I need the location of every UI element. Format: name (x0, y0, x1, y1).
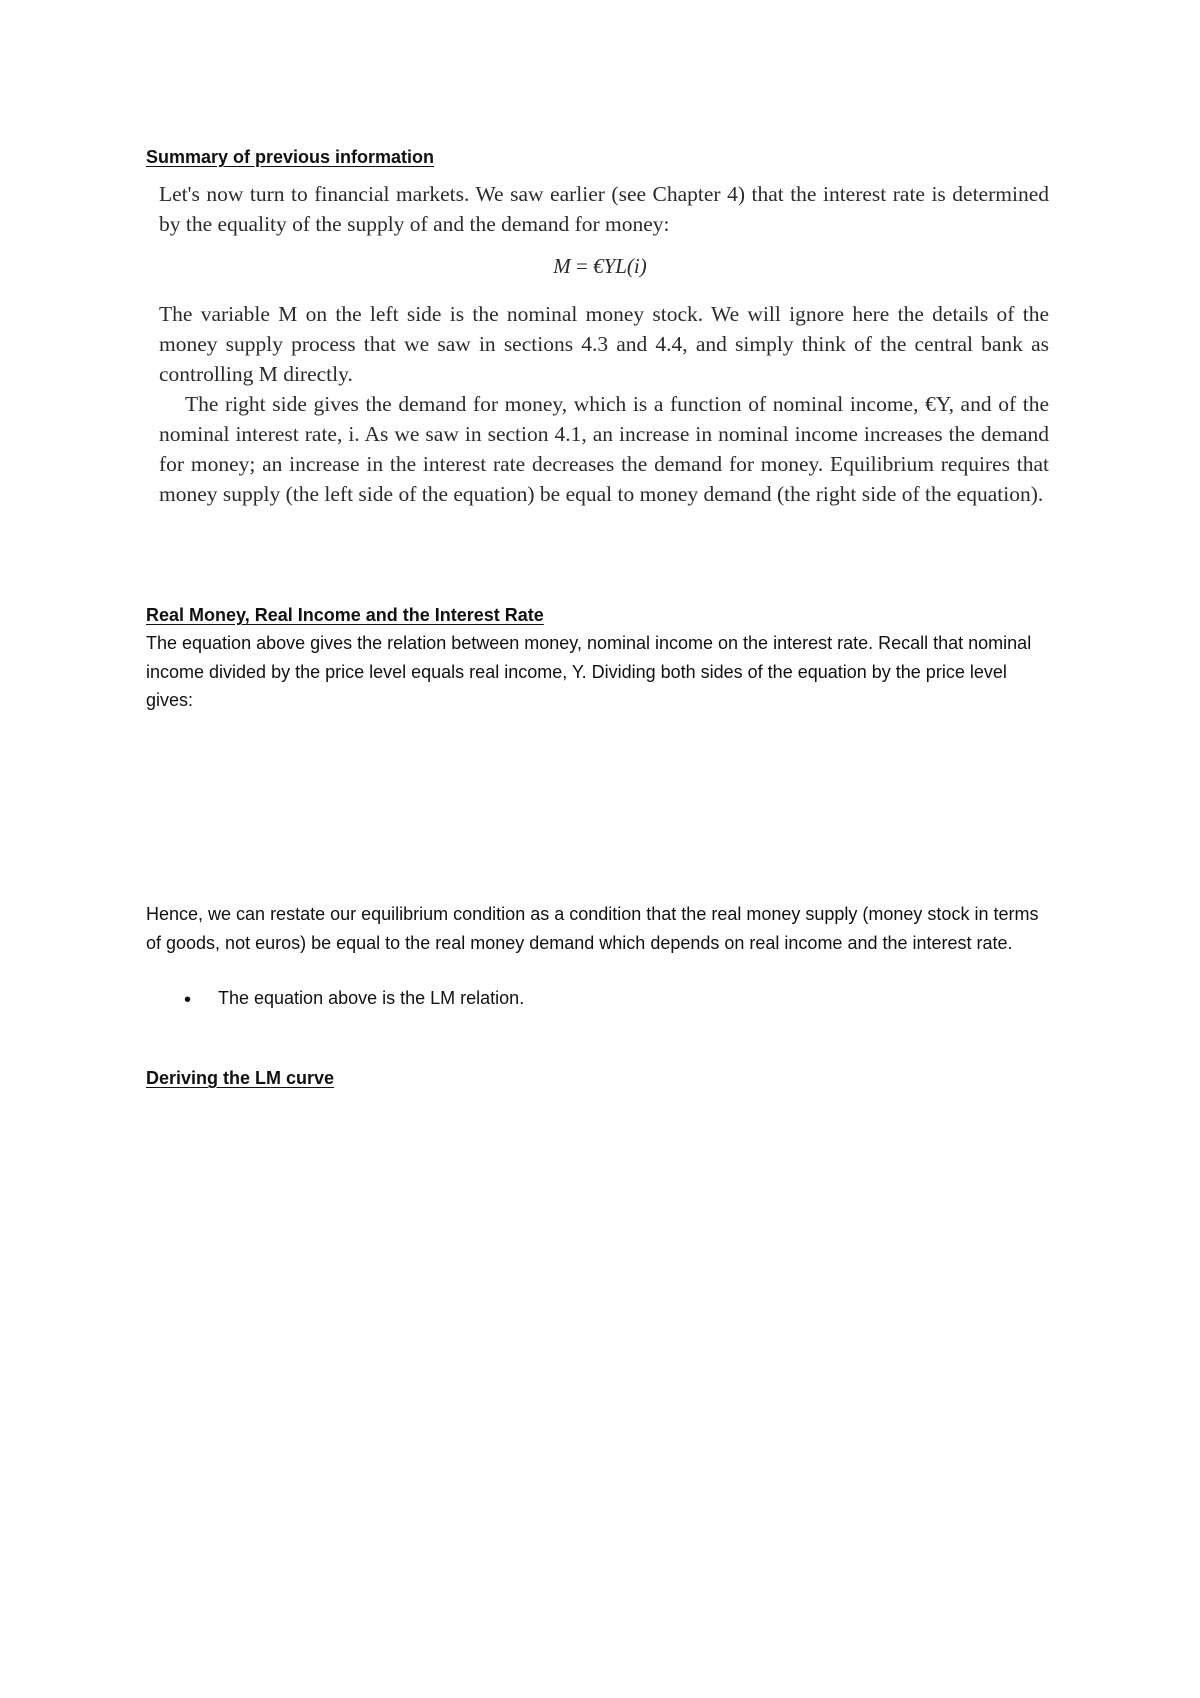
equation-lhs: M (553, 254, 571, 278)
textbook-excerpt-para2 (159, 299, 1049, 509)
body-paragraph: Hence, we can restate our equilibrium condition as a condition that the real money supply (money stock in terms of goods, not euros) be equal to the real money demand which depends on real income and the interest rate. (146, 904, 1039, 953)
section-heading-real-money: Real Money, Real Income and the Interest Rate (146, 605, 544, 625)
section-heading-summary: Summary of previous information (146, 147, 435, 167)
body-paragraph-restate (146, 900, 1046, 957)
body-paragraph-dividing (146, 629, 1046, 715)
section-heading-deriving-lm: Deriving the LM curve (146, 1068, 335, 1088)
excerpt-paragraph: The variable M on the left side is the nominal money stock. We will ignore here the details of the money supply process that we saw in sections 4.3 and 4.4, and simply think of the central bank as controlling M directly. (159, 302, 1049, 386)
equation-rhs: €YL(i) (593, 254, 647, 278)
textbook-excerpt-para1 (159, 179, 1049, 239)
bullet-text: The equation above is the LM relation. (218, 988, 525, 1008)
body-paragraph: The equation above gives the relation between money, nominal income on the interest rate. Recall that nominal income divided by the price level equals real income, Y. Dividing both sides of the equation by the price level gives: (146, 633, 1032, 710)
excerpt-paragraph: Let's now turn to financial markets. We saw earlier (see Chapter 4) that the interest rate is determined by the equality of the supply of and the demand for money: (159, 182, 1049, 236)
equation-equals: = (570, 254, 594, 278)
excerpt-paragraph: The right side gives the demand for money, which is a function of nominal income, €Y, and of the nominal interest rate, i. As we saw in section 4.1, an increase in nominal income increases the demand for money; an increase in the interest rate decreases the demand for money. Equilibrium requires that money supply (the left side of the equation) be equal to money demand (the right side of the equation). (159, 392, 1049, 506)
money-equilibrium-equation (0, 254, 1200, 279)
bullet-icon: • (184, 989, 192, 1011)
